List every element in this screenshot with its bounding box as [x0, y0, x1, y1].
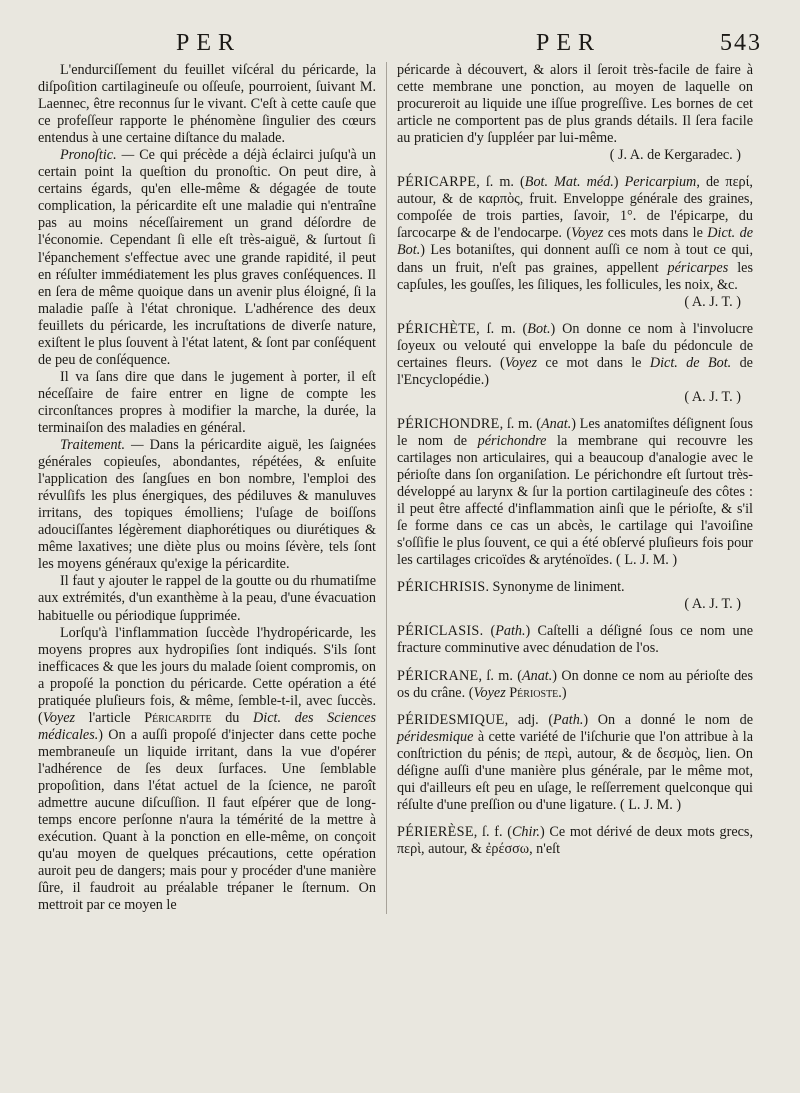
domain-label: Path.: [553, 711, 584, 728]
hydro-text-d: ) On a auſſi propoſé d'injecter dans cette poche membraneuſe un liquide irritant, dans la vue d'opérer l'adhérence de ſes deux ſurfaces. Une ſemblable propoſition, dans l'état actuel de la ſcience, ne paroît admettre aucune diſcuſſion. Il faut eſpérer que de long-temps encore perſonne n'aura la témérité de la mettre à exécution. Quant à la ponction en elle-même, on conçoit qu'au moyen de quelques précautions, cette opération auroit peu de dangers; mais pour y procéder d'une manière ſûre, il faudroit au préalable trépaner le ſternum. On mettroit par ce moyen le: [38, 726, 376, 914]
body-text: ): [561, 684, 567, 701]
treatment-text: Dans la péricardite aiguë, les ſaignées générales copieuſes, abondantes, répétées, & enſuite l'application des ſangſues en bon nombre, l'emploi des révulſifs les plus énergiques, des pédiluves & manuluves irritans, des topiques émolliens; l'uſage de boiſſons adouciſſantes légèrement diaphorétiques ou diurétiques & même laxatives; une diète plus ou moins ſévère, tels ſont les moyens généraux qu'exige la péricardite.: [38, 437, 376, 573]
grammar: , ſ. m. (: [476, 320, 528, 337]
body-text: . Synonyme de liniment.: [485, 579, 625, 596]
entry-body: [397, 623, 753, 657]
dict-ref: Dict. de Bot.: [649, 354, 732, 371]
treatment-label: Traitement. —: [60, 437, 144, 454]
grammar: , ſ. m. (: [476, 174, 525, 191]
entry-body: [397, 824, 753, 858]
running-head-left: PER: [176, 30, 242, 56]
voyez-ref: Voyez: [504, 354, 538, 371]
paragraph-judgement: Il va ſans dire que dans le jugement à porter, il eſt néceſſaire de faire entrer en ligne de compte les circonſtances propres à modifier la marche, la durée, la terminaiſon des maladies en général.: [38, 368, 376, 436]
running-head: [38, 30, 774, 62]
page-number: 543: [720, 30, 762, 56]
entry-pericrane: [397, 668, 753, 702]
headword: PÉRICARPE: [397, 174, 477, 191]
domain-label: Chir.: [511, 823, 540, 840]
entry-perierese: [397, 824, 753, 858]
entry-body: [397, 712, 753, 814]
paragraph-hydropericarde: [38, 625, 376, 915]
entry-body: [397, 321, 753, 389]
headword: PÉRICHRISIS: [397, 579, 486, 596]
body-text: ) Les botaniſtes, qui donnent auſſi ce nom à tout ce qui, dans un fruit, n'eſt pas graines, appellent: [397, 242, 753, 276]
voyez-ref: Voyez: [473, 684, 506, 701]
latin-term: Pericarpium: [624, 174, 697, 191]
right-column: [395, 62, 753, 914]
body-text: ) On donne ce nom au périoſte des os du crâne. (: [397, 667, 753, 701]
headword: PÉRICHÈTE: [397, 320, 477, 337]
hydro-text-c: du: [211, 709, 254, 726]
prognosis-label: Pronoſtic. —: [60, 147, 135, 164]
domain-label: Anat.: [521, 667, 553, 684]
entry-perichete: [397, 321, 753, 406]
paragraph-prognosis: [38, 147, 376, 369]
cross-ref-pericardite: Péricardite: [144, 709, 212, 726]
entry-perichondre: [397, 416, 753, 569]
body-text: de l'Encyclopédie.): [397, 354, 753, 388]
headword: PÉRIDESMIQUE: [397, 711, 505, 728]
entry-body: [397, 416, 753, 569]
entry-perichrisis: [397, 579, 753, 613]
prognosis-text: Ce qui précède a déjà éclairci juſqu'à un certain point la queſtion du pronoſtic. On peut dire, à certains égards, qu'en elle-même & dégagée de toute complication, la péricardite eſt une maladie qui n'entraîne pas au moins néceſſairement un grand déſordre de l'économie. Cependant ſi elle eſt très-aiguë, & ſurtout ſi l'épanchement s'effectue avec une grande rapidité, il peut en réſulter immédiatement les plus graves conſéquences. Il en ſera de même quoique dans un avenir plus éloigné, ſi la maladie paſſe à l'état chronique. L'adhérence des deux feuillets du péricarde, les incruſtations de diverſe nature, exiſtent le plus ſouvent à l'état latent, & ſont par conſéquent de peu de conſéquence.: [38, 147, 376, 368]
entry-pericarpe: [397, 174, 753, 310]
text-columns: [38, 62, 774, 914]
running-head-right: PER: [536, 30, 602, 56]
column-divider: [386, 62, 387, 914]
term: péricarpes: [667, 259, 729, 276]
entry-signature: ( L. J. M. ): [616, 552, 678, 569]
grammar: , adj. (: [504, 711, 554, 728]
domain-label: Anat.: [540, 415, 572, 432]
body-text: ces mots dans le: [603, 225, 708, 242]
hydro-text-b: l'article: [75, 709, 145, 726]
domain-label: Bot.: [527, 320, 551, 337]
paragraph-continuation: péricarde à découvert, & alors il ſeroit très-facile de faire à cette membrane une ponction, au moyen de laquelle on procureroit au liquide une iſſue progreſſive. Les bornes de cet article ne comportent pas de plus grands détails. Il ſera facile au praticien d'y ſuppléer par lui-même.: [397, 62, 753, 147]
hydro-text-a: Lorſqu'à l'inflammation ſuccède l'hydropéricarde, les moyens propres aux hydropiſies ſont indiqués. S'ils ſont inefficaces & que les jours du malade ſoient compromis, on a propoſé la ponction du péricarde. Cette opération a été pratiquée pluſieurs fois, & même, ſemble-t-il, avec ſuccès. (: [38, 624, 376, 726]
headword: PÉRICHONDRE: [397, 415, 500, 432]
term: péridesmique: [397, 728, 474, 745]
headword: PÉRICRANE: [397, 667, 479, 684]
body-text: ) On donne ce nom à l'involucre ſoyeux ou velouté qui enveloppe la baſe du pédoncule de certaines fleurs. (: [397, 320, 753, 371]
signature-kergaradec: ( J. A. de Kergaradec. ): [609, 147, 741, 164]
grammar: , ſ. m. (: [478, 667, 522, 684]
body-text: la membrane qui recouvre les cartilages non articulaires, qui a beaucoup d'analogie avec le périoſte dans ſon organiſation. Le périchondre eſt ſurtout très-développé au larynx & ſur la portion cartilagineuſe des côtes : il peut être affecté d'inflammation ainſi que le périoſte, & s'il ſe forme dans ce cas un abcès, le cartilage qui l'avoiſine s'oſſifie le plus ſouvent, ce qui a été obſervé pluſieurs fois pour les cartilages cricoïdes & aryténoïdes.: [397, 432, 754, 569]
body-text: les capſules, les gouſſes, les ſiliques, les follicules, les noix, &c.: [397, 259, 753, 293]
grammar: , ſ. f. (: [473, 823, 512, 840]
term: périchondre: [477, 432, 547, 449]
entry-signature: ( A. J. T. ): [684, 293, 741, 310]
dict-ref: Dict. des Sciences médicales.: [38, 709, 376, 743]
paragraph-laennec: L'endurciſſement du feuillet viſcéral du péricarde, la diſpoſition cartilagineuſe ou oſſeuſe, pourroient, ſuivant M. Laennec, être reconnus ſur le vivant. C'eſt à cette cauſe que ce profeſſeur rapporte le phénomène ſingulier des cœurs entendus à une certaine diſtance du malade.: [38, 62, 376, 147]
body-text: ) On a donné le nom de: [583, 711, 753, 728]
entry-body: [397, 579, 753, 596]
domain-label: Path.: [495, 623, 526, 640]
headword: PÉRICLASIS: [397, 623, 480, 640]
entry-signature: ( L. J. M. ): [619, 796, 682, 813]
entry-body: [397, 174, 753, 293]
paragraph-gout: Il faut y ajouter le rappel de la goutte ou du rhumatiſme aux extrémités, d'un exanthème à la peau, d'une évacuation habituelle ou périodique ſupprimée.: [38, 573, 376, 624]
body-text: ce mot dans le: [537, 354, 650, 371]
body-text: , de περί, autour, & de καρπὸς, fruit. Enveloppe générale des graines, compoſée de trois parties, ſavoir, 1°. de l'épicarpe, du ſarcocarpe & de l'endocarpe. (: [397, 174, 753, 242]
body-text: ) Caſtelli a déſigné ſous ce nom une fracture comminutive avec dénudation de l'os.: [397, 623, 753, 657]
dict-ref: Dict. de Bot.: [397, 225, 753, 259]
paragraph-treatment: [38, 437, 376, 573]
entry-peridesmique: [397, 712, 753, 814]
entry-body: [397, 668, 753, 702]
body-text: à cette variété de l'iſchurie que l'on attribue à la conſtriction du pénis; de περὶ, autour, & de δεσμὸς, lien. On déſigne auſſi d'une manière plus générale, par le même mot, qui d'ailleurs eſt peu en uſage, le reſſerrement quelconque qui réſulte d'une preſſion ou d'une ligature.: [397, 728, 753, 813]
entry-signature: ( A. J. T. ): [684, 596, 741, 613]
body-text: ): [613, 174, 625, 191]
voyez-ref: Voyez: [571, 225, 604, 242]
grammar: , ſ. m. (: [499, 415, 541, 432]
left-column: [38, 62, 386, 914]
voyez-ref: Voyez: [42, 709, 76, 726]
grammar: . (: [479, 623, 496, 640]
cross-ref-perioste: Périoste.: [509, 684, 562, 701]
entry-signature: ( A. J. T. ): [684, 388, 741, 405]
body-text: ) Les anatomiſtes déſignent ſous le nom de: [397, 415, 753, 449]
domain-label: Bot. Mat. méd.: [524, 174, 614, 191]
headword: PÉRIERÈSE: [397, 823, 474, 840]
entry-periclasis: [397, 623, 753, 657]
body-text: ) Ce mot dérivé de deux mots grecs, περὶ, autour, & ἐρέσσω, n'eſt: [397, 823, 753, 857]
